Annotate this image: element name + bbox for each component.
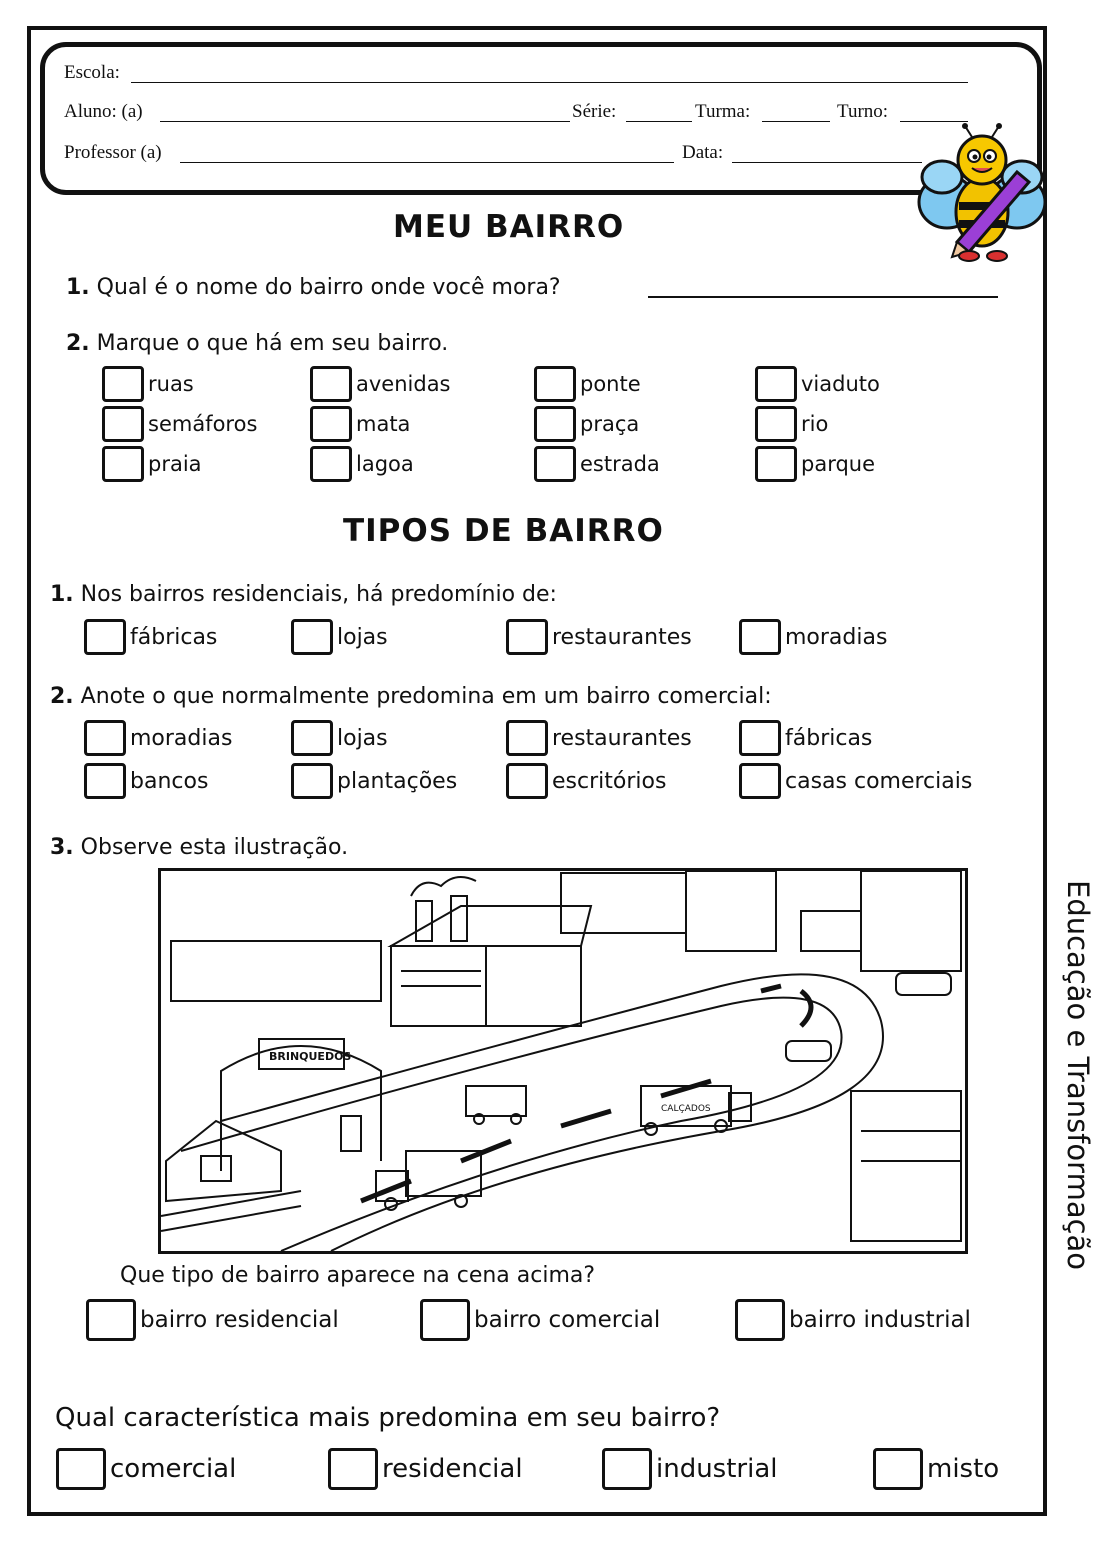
checkbox[interactable] [420,1299,470,1341]
option-label: fábricas [130,624,218,650]
option-rio[interactable] [755,406,828,442]
school-label: Escola: [64,62,120,83]
option-bancos[interactable] [84,763,208,799]
option-moradias[interactable] [739,619,887,655]
illustration-question: Que tipo de bairro aparece na cena acima? [120,1263,596,1288]
option-label: fábricas [785,725,873,751]
industrial-neighborhood-illustration [158,868,968,1254]
option-label: mata [356,412,411,436]
question-2-text [66,331,448,356]
option-label: comercial [110,1454,237,1484]
option-label: bancos [130,768,209,794]
checkbox[interactable] [102,366,144,402]
checkbox[interactable] [739,720,781,756]
checkbox[interactable] [735,1299,785,1341]
checkbox[interactable] [310,406,352,442]
question-label: Marque o que há em seu bairro. [96,331,449,356]
option-plantacoes[interactable] [291,763,457,799]
question-1-text [66,275,561,300]
option-label: bairro industrial [789,1307,971,1333]
types-question-3-text [50,835,348,860]
checkbox[interactable] [506,619,548,655]
question-label: Nos bairros residenciais, há predomínio de: [80,582,557,607]
option-industrial[interactable] [602,1448,778,1490]
checkbox[interactable] [873,1448,923,1490]
option-mata[interactable] [310,406,410,442]
final-question: Qual característica mais predomina em seu bairro? [55,1403,721,1433]
option-escritorios[interactable] [506,763,666,799]
toy-store-sign: BRINQUEDOS [269,1050,352,1063]
option-fabricas[interactable] [739,720,872,756]
section-title-tipos-de-bairro: TIPOS DE BAIRRO [343,513,664,549]
checkbox[interactable] [755,406,797,442]
bee-pencil-mascot-icon [917,122,1047,262]
checkbox[interactable] [102,446,144,482]
neighborhood-name-field[interactable] [648,296,998,298]
date-field[interactable] [732,162,922,163]
side-text-label: Educação e Transformação [1061,880,1095,1271]
teacher-label: Professor (a) [64,142,162,163]
option-label: misto [927,1454,1000,1484]
checkbox[interactable] [534,406,576,442]
option-label: lojas [337,725,388,751]
question-label: Observe esta ilustração. [80,835,349,860]
option-label: avenidas [356,372,451,396]
option-misto[interactable] [873,1448,999,1490]
student-label: Aluno: (a) [64,101,143,122]
option-label: casas comerciais [785,768,973,794]
option-lagoa[interactable] [310,446,414,482]
checkbox[interactable] [755,446,797,482]
grade-field[interactable] [626,121,692,122]
section-title-meu-bairro: MEU BAIRRO [393,209,625,245]
question-label: Anote o que normalmente predomina em um bairro comercial: [80,684,772,709]
checkbox[interactable] [739,763,781,799]
option-label: viaduto [801,372,880,396]
checkbox[interactable] [755,366,797,402]
option-moradias[interactable] [84,720,232,756]
option-bairro-residencial[interactable] [86,1299,339,1341]
question-number: 2. [66,331,90,356]
checkbox[interactable] [102,406,144,442]
option-restaurantes[interactable] [506,619,692,655]
types-question-2-text [50,684,772,709]
illustration-drawing [161,871,965,1251]
checkbox[interactable] [506,763,548,799]
option-label: escritórios [552,768,667,794]
option-residencial[interactable] [328,1448,523,1490]
option-praia[interactable] [102,446,202,482]
checkbox[interactable] [739,619,781,655]
question-label: Qual é o nome do bairro onde você mora? [96,275,561,300]
option-label: moradias [130,725,233,751]
option-avenidas[interactable] [310,366,451,402]
checkbox[interactable] [310,446,352,482]
question-number: 1. [66,275,90,300]
option-ruas[interactable] [102,366,194,402]
checkbox[interactable] [534,446,576,482]
grade-label: Série: [572,101,617,122]
option-label: estrada [580,452,660,476]
option-label: industrial [656,1454,778,1484]
option-label: moradias [785,624,888,650]
checkbox[interactable] [84,720,126,756]
option-label: restaurantes [552,624,692,650]
checkbox[interactable] [291,619,333,655]
option-label: lojas [337,624,388,650]
checkbox[interactable] [506,720,548,756]
checkbox[interactable] [84,619,126,655]
side-brand-text [1055,880,1095,1440]
option-label: bairro comercial [474,1307,661,1333]
option-praca[interactable] [534,406,639,442]
option-label: plantações [337,768,458,794]
option-comercial[interactable] [56,1448,236,1490]
option-label: praça [580,412,640,436]
option-lojas[interactable] [291,720,388,756]
option-label: ponte [580,372,641,396]
checkbox[interactable] [310,366,352,402]
school-field[interactable] [131,82,968,83]
class-label: Turma: [695,101,751,122]
option-ponte[interactable] [534,366,641,402]
option-bairro-comercial[interactable] [420,1299,660,1341]
question-number: 1. [50,582,74,607]
student-field[interactable] [160,121,570,122]
checkbox[interactable] [84,763,126,799]
checkbox[interactable] [328,1448,378,1490]
student-info-header [40,42,1042,195]
date-label: Data: [682,142,724,163]
question-number: 2. [50,684,74,709]
checkbox[interactable] [291,720,333,756]
shift-label: Turno: [837,101,889,122]
option-semaforos[interactable] [102,406,257,442]
teacher-field[interactable] [180,162,674,163]
checkbox[interactable] [534,366,576,402]
option-lojas[interactable] [291,619,388,655]
option-bairro-industrial[interactable] [735,1299,971,1341]
option-casas-comerciais[interactable] [739,763,972,799]
option-fabricas[interactable] [84,619,217,655]
option-label: parque [801,452,876,476]
option-label: residencial [382,1454,523,1484]
truck-label: CALÇADOS [661,1104,711,1114]
option-label: restaurantes [552,725,692,751]
checkbox[interactable] [56,1448,106,1490]
option-label: semáforos [148,412,258,436]
option-label: ruas [148,372,194,396]
checkbox[interactable] [602,1448,652,1490]
option-viaduto[interactable] [755,366,880,402]
option-restaurantes[interactable] [506,720,692,756]
question-number: 3. [50,835,74,860]
option-estrada[interactable] [534,446,660,482]
option-label: praia [148,452,202,476]
option-parque[interactable] [755,446,875,482]
option-label: rio [801,412,829,436]
option-label: bairro residencial [140,1307,339,1333]
types-question-1-text [50,582,557,607]
option-label: lagoa [356,452,414,476]
class-field[interactable] [762,121,830,122]
checkbox[interactable] [86,1299,136,1341]
checkbox[interactable] [291,763,333,799]
